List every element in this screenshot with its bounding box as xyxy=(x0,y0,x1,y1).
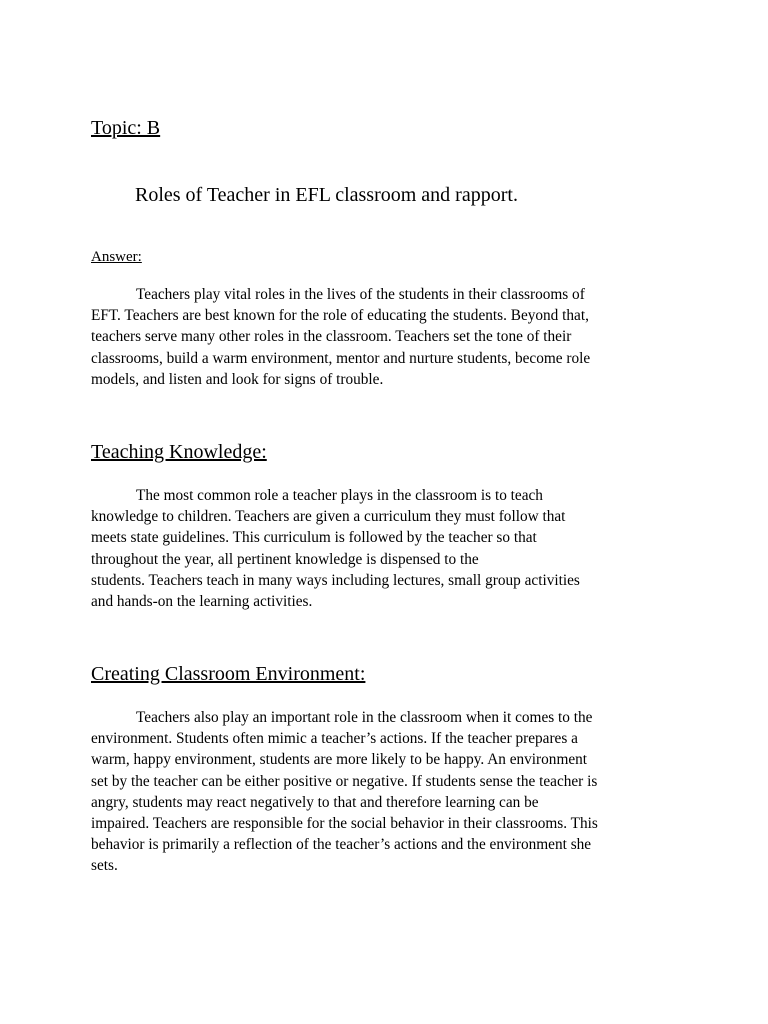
paragraph-line: EFT. Teachers are best known for the role of educating the students. Beyond that, xyxy=(91,307,589,325)
answer-label: Answer: xyxy=(91,249,142,265)
paragraph-line: Teachers also play an important role in the classroom when it comes to the xyxy=(136,709,593,726)
paragraph-line: and hands-on the learning activities. xyxy=(91,593,313,611)
paragraph-line: environment. Students often mimic a teacher’s actions. If the teacher prepares a xyxy=(91,730,578,748)
paragraph-line: models, and listen and look for signs of trouble. xyxy=(91,370,384,388)
paragraph-line: set by the teacher can be either positive or negative. If students sense the teacher is xyxy=(91,772,598,790)
paragraph-line: behavior is primarily a reflection of the teacher’s actions and the environment she xyxy=(91,836,592,854)
paragraph-line: angry, students may react negatively to that and therefore learning can be xyxy=(91,793,539,811)
intro-paragraph xyxy=(91,284,671,390)
paragraph-line: knowledge to children. Teachers are given a curriculum they must follow that xyxy=(91,508,566,526)
classroom-environment-paragraph xyxy=(91,707,671,877)
paragraph-line: impaired. Teachers are responsible for the social behavior in their classrooms. This xyxy=(91,815,598,833)
section-heading-teaching-knowledge: Teaching Knowledge: xyxy=(91,441,267,463)
section-heading-classroom-environment: Creating Classroom Environment: xyxy=(91,663,366,685)
paragraph-line: students. Teachers teach in many ways including lectures, small group activities xyxy=(91,571,580,589)
paragraph-line: meets state guidelines. This curriculum is followed by the teacher so that xyxy=(91,529,537,547)
paragraph-line: warm, happy environment, students are more likely to be happy. An environment xyxy=(91,751,588,769)
topic-heading: Topic: B xyxy=(91,117,161,139)
paragraph-line: teachers serve many other roles in the classroom. Teachers set the tone of their xyxy=(91,328,572,346)
document-title: Roles of Teacher in EFL classroom and rapport. xyxy=(135,184,518,206)
paragraph-line: Teachers play vital roles in the lives of the students in their classrooms of xyxy=(136,286,585,303)
teaching-knowledge-paragraph xyxy=(91,485,671,612)
paragraph-line: The most common role a teacher plays in the classroom is to teach xyxy=(136,487,543,504)
paragraph-line: sets. xyxy=(91,857,118,875)
paragraph-line: classrooms, build a warm environment, mentor and nurture students, become role xyxy=(91,349,591,367)
paragraph-line: throughout the year, all pertinent knowledge is dispensed to the xyxy=(91,550,479,568)
